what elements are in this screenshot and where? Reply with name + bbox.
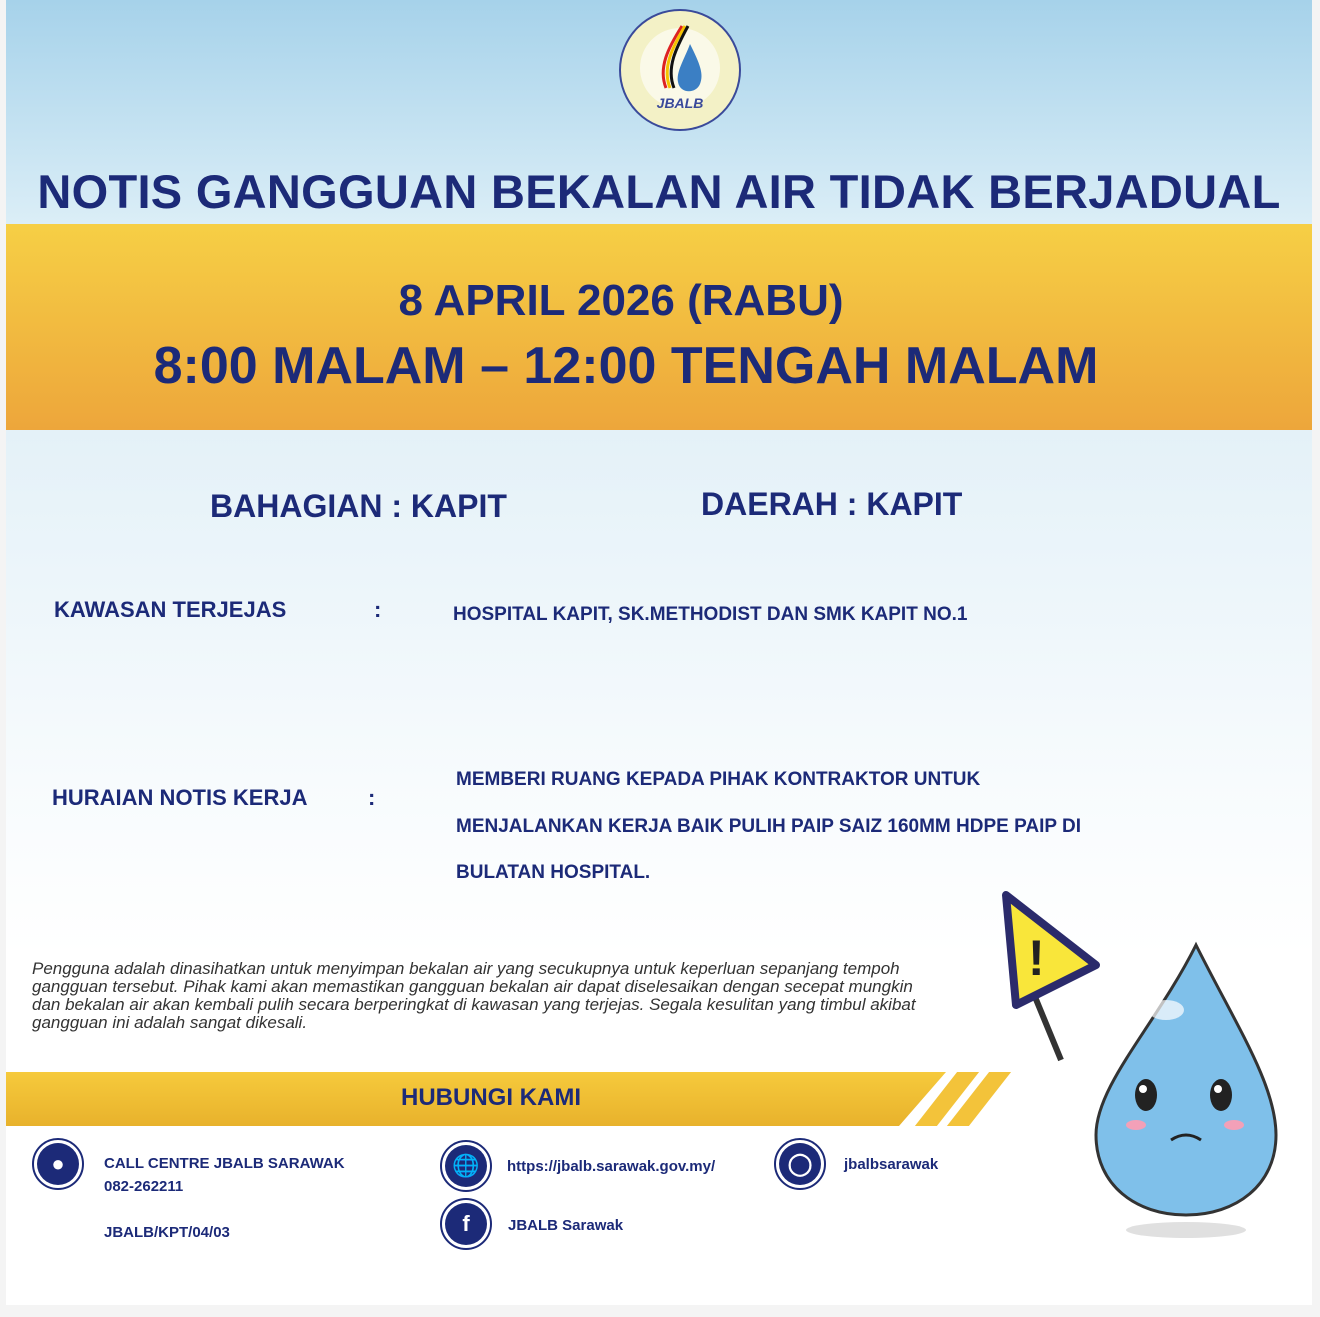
notice-poster xyxy=(6,0,1312,1305)
reference-number: JBALB/KPT/04/03 xyxy=(104,1224,230,1241)
work-description-line: MENJALANKAN KERJA BAIK PULIH PAIP SAIZ 160MM HDPE PAIP DI xyxy=(456,816,1081,837)
warning-sign-icon xyxy=(1006,895,1096,1005)
phone-number[interactable]: 082-262211 xyxy=(104,1178,184,1195)
jbalb-logo xyxy=(618,8,742,132)
globe-icon: 🌐 xyxy=(440,1140,492,1192)
website-link[interactable]: https://jbalb.sarawak.gov.my/ xyxy=(507,1158,716,1175)
advisory-text: Pengguna adalah dinasihatkan untuk menyimpan bekalan air yang secukupnya untuk keperluan sepanjang tempoh gangguan tersebut. Pihak kami akan memastikan gangguan bekalan air dapat diselesaikan dengan secepat mungkin dan bekalan air akan kembali pulih secara berperingkat di kawasan yang terjejas. Segala kesulitan yang timbul akibat gangguan ini adalah sangat dikesali. xyxy=(32,959,916,1032)
work-description-line: BULATAN HOSPITAL. xyxy=(456,862,651,883)
notice-title: NOTIS GANGGUAN BEKALAN AIR TIDAK BERJADUAL xyxy=(37,165,1281,218)
work-description-separator: : xyxy=(368,785,376,810)
call-centre: CALL CENTRE JBALB SARAWAK xyxy=(104,1155,345,1172)
bahagian: BAHAGIAN : KAPIT xyxy=(210,488,507,524)
instagram-icon: ◯ xyxy=(774,1138,826,1190)
schedule-time: 8:00 MALAM – 12:00 TENGAH MALAM xyxy=(153,337,1099,395)
svg-text:!: ! xyxy=(1028,930,1045,986)
facebook-link[interactable]: JBALB Sarawak xyxy=(508,1217,624,1234)
contact-heading: HUBUNGI KAMI xyxy=(401,1084,581,1111)
svg-text:JBALB: JBALB xyxy=(656,95,704,111)
schedule-band xyxy=(6,224,1312,430)
work-description-label: HURAIAN NOTIS KERJA xyxy=(52,785,308,810)
water-drop-mascot-illustration xyxy=(946,885,1306,1245)
work-description-line: MEMBERI RUANG KEPADA PIHAK KONTRAKTOR UNTUK xyxy=(456,769,981,790)
instagram-link[interactable]: jbalbsarawak xyxy=(844,1156,939,1173)
affected-area-separator: : xyxy=(374,597,382,622)
facebook-icon: f xyxy=(440,1198,492,1250)
user-icon: ● xyxy=(32,1138,84,1190)
schedule-date: 8 APRIL 2026 (RABU) xyxy=(398,276,844,325)
daerah: DAERAH : KAPIT xyxy=(701,486,963,522)
affected-area-value: HOSPITAL KAPIT, SK.METHODIST DAN SMK KAPIT NO.1 xyxy=(453,604,968,625)
affected-area-label: KAWASAN TERJEJAS xyxy=(54,597,287,622)
